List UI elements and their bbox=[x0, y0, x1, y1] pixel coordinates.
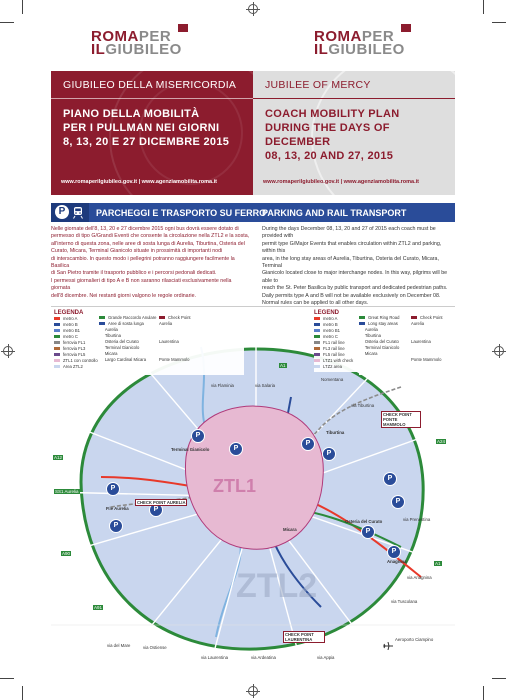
parking-icon: P bbox=[55, 205, 69, 219]
urls-it: www.romaperilgiubileo.gov.it | www.agenziamobilita.roma.it bbox=[61, 179, 217, 185]
mobility-map bbox=[51, 306, 455, 663]
legend-en-parking: Great Ring Road Long stay areas Aurelia Tiburtina Osteria del Curato Terminal Gianicolo Micara Check Point Aurelia Laurentina Ponte Mammolo bbox=[359, 315, 453, 375]
urls-en: www.romaperilgiubileo.gov.it | www.agenziamobilita.roma.it bbox=[263, 179, 419, 185]
road-prenestina: via Prenestina bbox=[403, 517, 431, 522]
header-italian bbox=[51, 71, 253, 195]
road-a24: A24 bbox=[437, 439, 446, 444]
airport-ciampino: Aeroporto Ciampino bbox=[395, 637, 434, 642]
registration-mark bbox=[248, 4, 258, 14]
parking-pin-anagnina: P bbox=[387, 545, 401, 559]
road-anagnina: via Anagnina bbox=[407, 575, 432, 580]
parking-pin-ponte-mammolo: P bbox=[383, 472, 397, 486]
parking-pin-aurelia-2: P bbox=[149, 503, 163, 517]
parking-pin-gianicolo: P bbox=[191, 429, 205, 443]
legend-en: LEGEND metro A metro B metro B1 metro C FL1 rail line FL3 rail line FL5 rail line LTZ1 with check LTZ2 area bbox=[314, 310, 358, 372]
parking-pin-tiburtina: P bbox=[301, 437, 315, 451]
roma-giubileo-logo-it: ROMAPER ILGIUBILEO bbox=[91, 30, 182, 56]
header-english bbox=[253, 71, 455, 195]
body-text-en: During the days December 08, 13, 20 and 27 of 2015 each coach must be provided with permit type G/Major Events that enables circulation within ZTL2 and parking, within this area, in the long stay areas of Aurelia, Tiburtina, Osteria del Curato, Micara, Terminal Gianicolo located close to major interchange nodes. In this way, pilgrims will be able to reach the St. Peter Basilica by public transport and dedicated pedestrian paths. Daily permits type A and B will not be available exclusively on December 08. Normal rules can be applied to all other days. bbox=[262, 226, 448, 307]
registration-mark bbox=[494, 346, 504, 356]
checkpoint-laurentina: CHECK POINT LAURENTINA bbox=[283, 631, 325, 643]
body-text-it: Nelle giornate dell'8, 13, 20 e 27 dicembre 2015 ogni bus dovrà essere dotato di permesso di tipo G/Grandi Eventi che consente la circolazione nella ZTL2 e la sosta, all'interno di questa zona, nelle aree di sosta lunga di Aurelia, Tiburtina, Osteria del Curato, Micara, Terminal Gianicolo situate in prossimità di importanti nodi di interscambio. In questo modo i pellegrini potranno raggiungere facilmente la Basilica di San Pietro tramite il trasporto pubblico e i percorsi pedonali dedicati. I permessi giornalieri di tipo A e B non saranno rilasciati esclusivamente nella giornata dell'8 dicembre. Nei restanti giorni valgono le regole ordinarie. bbox=[51, 226, 250, 299]
parking-pin-ponte-mammolo-2: P bbox=[391, 495, 405, 509]
section-title-en: PARKING AND RAIL TRANSPORT bbox=[262, 208, 407, 218]
road-appia: via Appia bbox=[317, 655, 335, 660]
parking-pin-aurelia-3: P bbox=[109, 519, 123, 533]
svg-text:ZTL1: ZTL1 bbox=[213, 476, 256, 496]
road-del-mare: via del Mare bbox=[107, 643, 131, 648]
parking-pin-osteria: P bbox=[361, 525, 375, 539]
section-title-it: PARCHEGGI E TRASPORTO SU FERRO bbox=[96, 208, 267, 218]
airplane-icon bbox=[383, 637, 393, 645]
jubilee-title-it: GIUBILEO DELLA MISERICORDIA bbox=[63, 79, 237, 91]
place-aurelia: P.le Aurelia bbox=[106, 506, 129, 511]
road-laurentina: via Laurentina bbox=[201, 655, 228, 660]
legend-it-parking: Grande Raccordo Anulare Aree di sosta lunga Aurelia Tiburtina Osteria del Curato Terminal Gianicolo Micara Largo Cardinal Micara Check Point Aurelia Laurentina Ponte Mammolo bbox=[99, 315, 244, 375]
registration-mark bbox=[248, 686, 258, 696]
road-ostiense: via Ostiense bbox=[143, 645, 167, 650]
legend-it: LEGENDA metro A metro B metro B1 metro C ferrovia FL1 ferrovia FL3 ferrovia FL5 ZTL1 con controllo Area ZTL2 bbox=[54, 310, 98, 372]
place-terminal: Terminal Gianicolo bbox=[171, 447, 210, 452]
parking-pin-aurelia: P bbox=[106, 482, 120, 496]
train-icon bbox=[72, 206, 84, 219]
road-a1-south: A1 bbox=[435, 561, 441, 566]
place-tiburtina: Tiburtina bbox=[326, 430, 345, 435]
road-nomentana: Nomentana bbox=[321, 377, 344, 382]
parking-pin-tiburtina-2: P bbox=[322, 447, 336, 461]
road-a12: A12 bbox=[54, 455, 63, 460]
registration-mark bbox=[3, 346, 13, 356]
checkpoint-aurelia: CHECK POINT AURELIA bbox=[137, 500, 186, 505]
plan-heading-en: COACH MOBILITY PLAN DURING THE DAYS OF DECEMBER 08, 13, 20 AND 27, 2015 bbox=[265, 108, 400, 162]
road-ss1-aurelia: SS1 Aurelia bbox=[55, 489, 79, 494]
roma-giubileo-logo-en: ROMAPER ILGIUBILEO bbox=[314, 30, 405, 56]
place-anagnina: Anagnina bbox=[387, 559, 407, 564]
road-flaminia: via Flaminia bbox=[211, 383, 234, 388]
road-salaria: via Salaria bbox=[255, 383, 276, 388]
jubilee-title-en: JUBILEE OF MERCY bbox=[265, 79, 371, 91]
checkpoint-ponte-mammolo: CHECK POINT PONTE MAMMOLO bbox=[381, 411, 421, 428]
road-a91: A91 bbox=[94, 605, 103, 610]
road-a90: A90 bbox=[62, 551, 71, 556]
road-tiburtina: via Tiburtina bbox=[351, 403, 375, 408]
road-tuscolana: via Tuscolana bbox=[391, 599, 418, 604]
road-a1-north: A1 bbox=[280, 363, 286, 368]
plan-heading-it: PIANO DELLA MOBILITÀ PER I PULLMAN NEI GIORNI 8, 13, 20 E 27 DICEMBRE 2015 bbox=[63, 108, 230, 148]
place-osteria: Osteria del Curato bbox=[345, 519, 383, 524]
svg-text:ZTL2: ZTL2 bbox=[236, 567, 318, 605]
place-micara: Micara bbox=[283, 527, 297, 532]
road-ardeatina: via Ardeatina bbox=[251, 655, 276, 660]
parking-pin-terminal: P bbox=[229, 442, 243, 456]
